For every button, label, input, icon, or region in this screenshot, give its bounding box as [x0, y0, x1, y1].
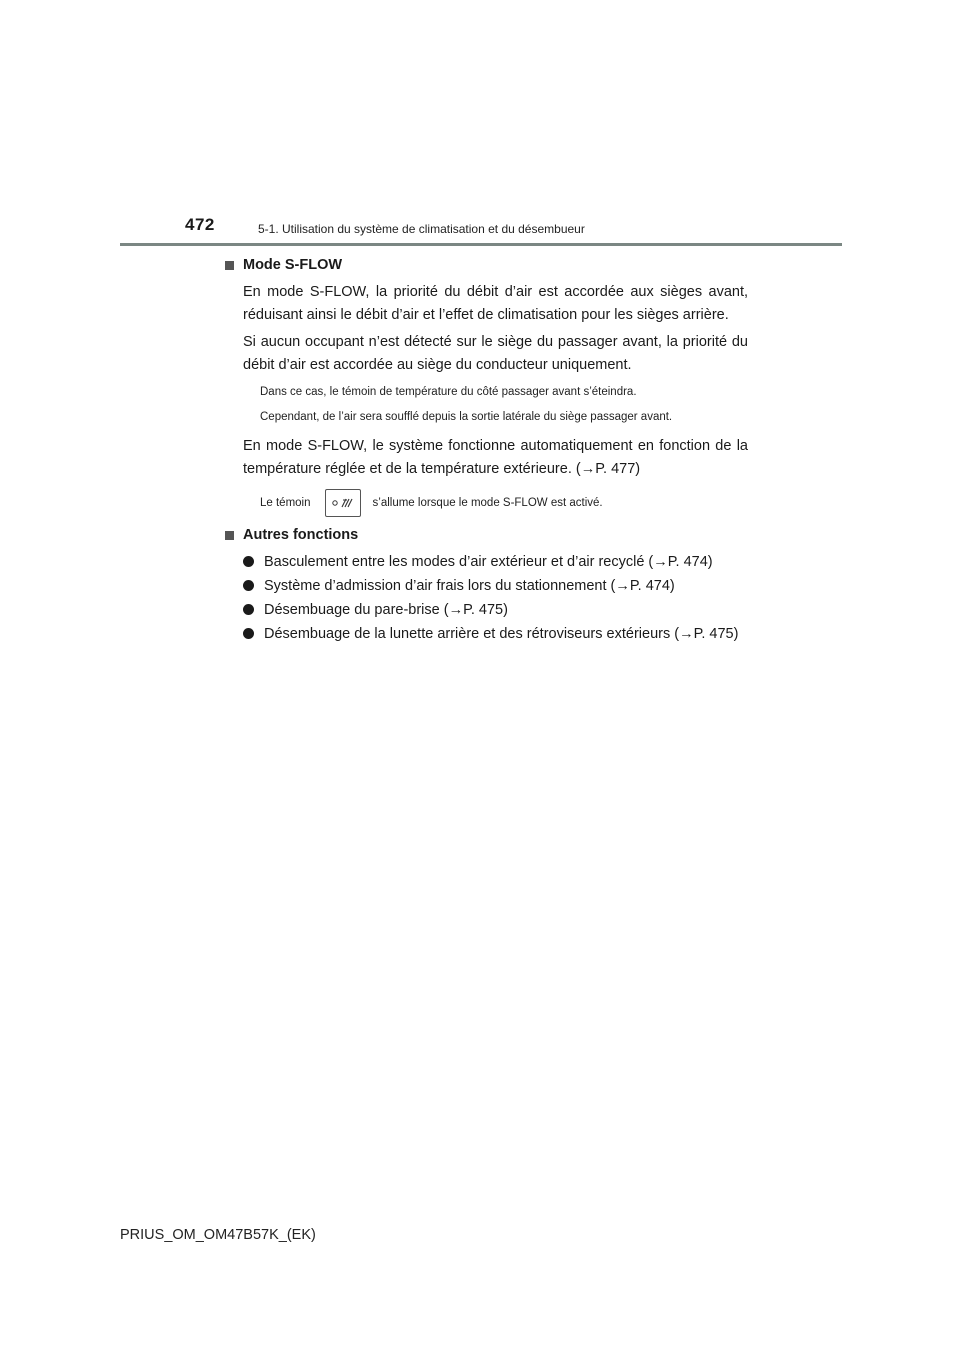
list-item [243, 575, 748, 597]
page-content [223, 255, 748, 647]
paragraph: Si aucun occupant n’est détecté sur le siège du passager avant, la priorité du débit d’air est accordée au siège du conducteur uniquement. [243, 334, 748, 373]
page-number: 472 [185, 215, 215, 234]
list-item [243, 551, 748, 573]
s-flow-indicator-icon [325, 489, 361, 517]
list-item [243, 599, 748, 621]
functions-list [243, 551, 748, 645]
indicator-note [260, 489, 748, 517]
square-bullet-icon [225, 531, 234, 540]
paragraph: En mode S-FLOW, la priorité du débit d’air est accordée aux sièges avant, réduisant ainsi le débit d’air et l’effet de climatisation pour les sièges arrière. [243, 284, 748, 323]
document-code: PRIUS_OM_OM47B57K_(EK) [120, 1227, 316, 1243]
bullet-dot-icon [243, 604, 254, 615]
bullet-dot-icon [243, 628, 254, 639]
list-item-text: Désembuage du pare-brise (→P. 475) [264, 602, 508, 618]
indicator-note-before: Le témoin [260, 497, 311, 509]
paragraph: En mode S-FLOW, le système fonctionne automatiquement en fonction de la température réglée et de la température extérieure. (→P. 477) [243, 438, 748, 477]
heading-text: Mode S-FLOW [243, 257, 343, 273]
square-bullet-icon [225, 261, 234, 270]
note-text: Dans ce cas, le témoin de température du côté passager avant s’éteindra. [260, 386, 637, 398]
list-item-text: Système d’admission d’air frais lors du stationnement (→P. 474) [264, 578, 675, 594]
note-text: Cependant, de l’air sera soufflé depuis la sortie latérale du siège passager avant. [260, 411, 673, 423]
heading-text: Autres fonctions [243, 527, 359, 543]
list-item-text: Désembuage de la lunette arrière et des rétroviseurs extérieurs (→P. 475) [264, 626, 739, 642]
section-heading-autres-fonctions [223, 525, 748, 545]
list-item-text: Basculement entre les modes d’air extérieur et d’air recyclé (→P. 474) [264, 554, 713, 570]
list-item [243, 623, 748, 645]
indicator-note-after: s’allume lorsque le mode S-FLOW est activé. [372, 497, 603, 509]
header-divider [120, 243, 842, 246]
bullet-dot-icon [243, 556, 254, 567]
bullet-dot-icon [243, 580, 254, 591]
section-heading-s-flow [223, 255, 748, 275]
section-title: 5-1. Utilisation du système de climatisation et du désembueur [258, 222, 585, 236]
